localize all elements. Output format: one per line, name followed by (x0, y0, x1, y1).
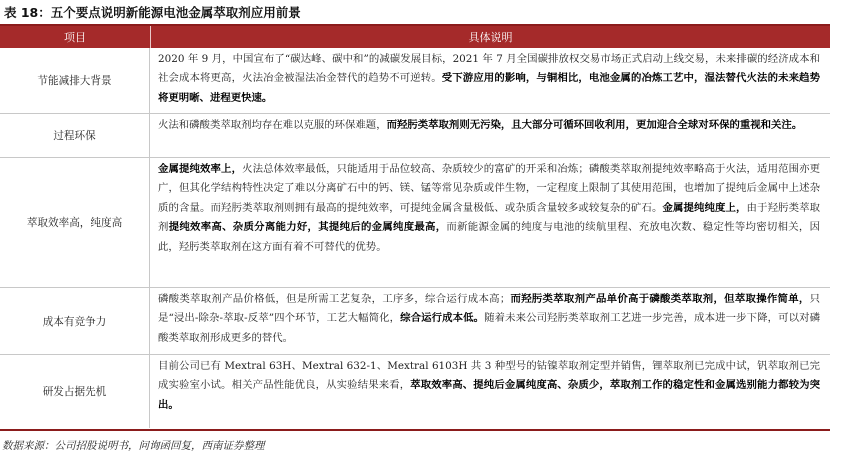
desc-text: 而新能源金属的纯度与电池的续航里程、充放电次数、稳定性等均密切相关，因此，羟肟类萃取剂在这方面有着不可替代的优势。 (158, 221, 821, 253)
desc-emphasis: 提纯效率高、杂质分离能力好，其提纯后的金属纯度最高， (168, 221, 447, 234)
source-note: 数据来源：公司招股说明书，问询函回复，西南证券整理 (2, 440, 265, 452)
desc-text: 2020 年 9 月，中国宣布了“碳达峰、碳中和”的减碳发展目标，2021 年 7 月全国碳排放权交易市场正式启动上线交易，未来排碳的经济成本和社会成本将更高，火法冶金被湿法冶金替代的趋势不可逆转。 (158, 53, 820, 85)
desc-emphasis: 金属提纯效率上， (158, 163, 243, 175)
row-description (150, 288, 830, 354)
row-category: 萃取效率高，纯度高 (0, 158, 150, 287)
header-detail: 具体说明 (150, 26, 830, 48)
desc-text: 随着未来公司羟肟类萃取剂工艺进一步完善，成本进一步下降，可以对磷酸类萃取剂形成更多的替代。 (158, 312, 821, 344)
desc-emphasis: 萃取效率高、提纯后金属纯度高、杂质少，萃取剂工作的稳定性和金属选别能力都较为突出。 (158, 379, 820, 411)
row-category: 研发占据先机 (0, 355, 150, 428)
table-header (0, 26, 830, 48)
desc-text: 目前公司已有 Mextral 63H、Mextral 632-1、Mextral 6103H 共 3 种型号的钴镍萃取剂定型并销售，锂萃取剂已完成中试，钒萃取剂已完成实验室小试。相关产品性能优良，从实验结果来看， (158, 360, 820, 392)
desc-emphasis: 而羟肟类萃取剂则无污染，且大部分可循环回收利用，更加迎合全球对环保的重视和关注。 (386, 119, 803, 131)
row-description (150, 48, 830, 113)
row-category: 节能减排大背景 (0, 48, 150, 113)
desc-text: 火法和磷酸类萃取剂均存在难以克服的环保难题， (158, 119, 387, 131)
desc-text: 磷酸类萃取剂产品价格低，但是所需工艺复杂，工序多，综合运行成本高； (158, 293, 511, 305)
desc-emphasis: 综合运行成本低。 (400, 312, 485, 325)
desc-emphasis: 受下游应用的影响，与铜相比，电池金属的冶炼工艺中，湿法替代火法的未来趋势将更明晰、进程更快速。 (158, 72, 820, 104)
header-item: 项目 (64, 31, 86, 44)
row-description (150, 114, 830, 157)
table-row (0, 114, 830, 158)
desc-text: 火法总体效率最低，只能适用于品位较高、杂质较少的富矿的开采和冶炼；磷酸类萃取剂提纯效率略高于火法，适用范围亦更广，但其化学结构特性决定了难以分离矿石中的钙、镁、锰等常见杂质或伴生物，一定程度上限制了其使用范围，也增加了提纯后金属中上述杂质的含量。而羟肟类萃取剂则拥有最高的提纯效率，可提纯金属含量极低、或杂质含量较多或较复杂的矿石。 (158, 163, 820, 214)
bottom-rule (0, 429, 830, 431)
desc-text: 由于羟肟类萃取剂 (158, 201, 820, 234)
table-row (0, 48, 830, 114)
row-category: 过程环保 (0, 114, 150, 157)
table-row (0, 288, 830, 355)
row-category: 成本有竞争力 (0, 288, 150, 354)
table-row (0, 355, 830, 428)
table-row (0, 158, 830, 288)
row-description (150, 355, 830, 428)
data-table (0, 48, 830, 428)
desc-emphasis: 金属提纯纯度上， (662, 201, 747, 214)
row-description (150, 158, 830, 287)
desc-emphasis: 而羟肟类萃取剂产品单价高于磷酸类萃取剂，但萃取操作简单， (510, 293, 810, 305)
table-title: 表 18：五个要点说明新能源电池金属萃取剂应用前景 (4, 5, 301, 20)
desc-text: 只是“浸出-除杂-萃取-反萃”四个环节，工艺大幅简化， (158, 293, 820, 325)
